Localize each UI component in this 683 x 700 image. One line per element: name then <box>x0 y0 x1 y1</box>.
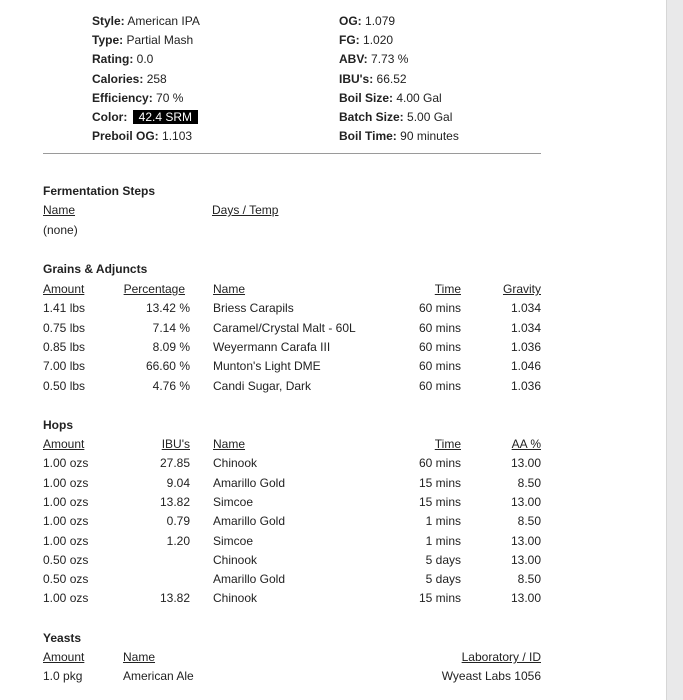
og-line: OG: 1.079 <box>339 14 396 28</box>
grains-cell: 0.50 lbs <box>43 378 86 393</box>
hops-header-3: Time <box>434 437 461 451</box>
grains-cell: 60 mins <box>418 320 461 335</box>
grains-cell: 8.09 % <box>152 339 190 354</box>
hops-cell: 15 mins <box>418 591 461 606</box>
hops-cell: 8.50 <box>517 514 541 529</box>
style-line: Style: American IPA <box>92 14 200 28</box>
hops-header-1: IBU's <box>161 437 190 451</box>
hops-cell: 1.00 ozs <box>43 514 89 529</box>
grains-title: Grains & Adjuncts <box>43 262 148 276</box>
grains-cell: 0.85 lbs <box>43 339 86 354</box>
grains-header-1: Percentage <box>123 282 185 296</box>
grains-header-3: Time <box>434 282 461 296</box>
yeasts-cell: Wyeast Labs 1056 <box>441 669 541 684</box>
hops-cell: 0.79 <box>166 514 190 529</box>
hops-cell: 5 days <box>425 552 461 567</box>
hops-cell: 1.20 <box>166 533 190 548</box>
hops-cell: 1.00 ozs <box>43 456 89 471</box>
grains-cell: Caramel/Crystal Malt - 60L <box>213 320 356 335</box>
ibu-line: IBU's: 66.52 <box>339 72 407 86</box>
hops-header-2: Name <box>213 437 246 451</box>
hops-cell: 13.00 <box>510 494 541 509</box>
hops-cell: 13.82 <box>159 591 190 606</box>
hops-cell: 1.00 ozs <box>43 494 89 509</box>
summary-divider <box>43 153 541 154</box>
color-swatch: 42.4 SRM <box>133 110 198 124</box>
fermentation-empty: (none) <box>43 223 78 237</box>
hops-cell: 1.00 ozs <box>43 591 89 606</box>
hops-title: Hops <box>43 418 73 432</box>
yeasts-header-2: Laboratory / ID <box>461 650 541 664</box>
hops-cell: Chinook <box>213 552 258 567</box>
grains-cell: Briess Carapils <box>213 301 294 316</box>
type-line: Type: Partial Mash <box>92 33 194 47</box>
grains-header-2: Name <box>213 282 246 296</box>
grains-cell: 1.034 <box>510 301 541 316</box>
grains-cell: 60 mins <box>418 359 461 374</box>
grains-cell: 7.14 % <box>152 320 190 335</box>
grains-cell: Munton's Light DME <box>213 359 321 374</box>
grains-cell: 1.41 lbs <box>43 301 86 316</box>
grains-cell: 60 mins <box>418 378 461 393</box>
grains-cell: Weyermann Carafa III <box>213 339 331 354</box>
yeasts-cell: American Ale <box>123 669 194 684</box>
hops-cell: 13.82 <box>159 494 190 509</box>
calories-line: Calories: 258 <box>92 72 167 86</box>
hops-cell: 5 days <box>425 572 461 587</box>
rating-line: Rating: 0.0 <box>92 52 154 66</box>
hops-cell: 8.50 <box>517 572 541 587</box>
grains-cell: 7.00 lbs <box>43 359 86 374</box>
grains-cell: 60 mins <box>418 339 461 354</box>
yeasts-header-0: Amount <box>43 650 85 664</box>
fg-line: FG: 1.020 <box>339 33 394 47</box>
hops-cell: 1.00 ozs <box>43 475 89 490</box>
grains-cell: 1.036 <box>510 339 541 354</box>
hops-cell: 15 mins <box>418 475 461 490</box>
grains-cell: 66.60 % <box>145 359 190 374</box>
hops-cell: 0.50 ozs <box>43 552 89 567</box>
grains-cell: Candi Sugar, Dark <box>213 378 312 393</box>
hops-cell: Amarillo Gold <box>213 475 286 490</box>
boil-time-line: Boil Time: 90 minutes <box>339 129 459 143</box>
grains-cell: 1.036 <box>510 378 541 393</box>
hops-cell: Chinook <box>213 456 258 471</box>
yeasts-header-1: Name <box>123 650 156 664</box>
hops-cell: Chinook <box>213 591 258 606</box>
fermentation-title: Fermentation Steps <box>43 184 156 198</box>
hops-cell: Amarillo Gold <box>213 514 286 529</box>
grains-cell: 60 mins <box>418 301 461 316</box>
color-line: Color: 42.4 SRM <box>92 110 198 125</box>
hops-cell: 13.00 <box>510 552 541 567</box>
hops-cell: 15 mins <box>418 494 461 509</box>
hops-cell: 13.00 <box>510 591 541 606</box>
boil-size-line: Boil Size: 4.00 Gal <box>339 91 442 105</box>
yeasts-title: Yeasts <box>43 631 82 645</box>
grains-header-0: Amount <box>43 282 85 296</box>
efficiency-line: Efficiency: 70 % <box>92 91 184 105</box>
hops-cell: 1 mins <box>425 533 461 548</box>
hops-cell: 13.00 <box>510 456 541 471</box>
hops-cell: 60 mins <box>418 456 461 471</box>
hops-cell: Simcoe <box>213 494 254 509</box>
grains-cell: 13.42 % <box>145 301 190 316</box>
hops-header-0: Amount <box>43 437 85 451</box>
grains-cell: 1.034 <box>510 320 541 335</box>
hops-cell: 8.50 <box>517 475 541 490</box>
fermentation-col-days: Days / Temp <box>212 203 279 217</box>
grains-cell: 1.046 <box>510 359 541 374</box>
hops-cell: Simcoe <box>213 533 254 548</box>
hops-cell: 13.00 <box>510 533 541 548</box>
grains-header-4: Gravity <box>502 282 541 296</box>
preboil-og-line: Preboil OG: 1.103 <box>92 129 193 143</box>
hops-cell: Amarillo Gold <box>213 572 286 587</box>
hops-cell: 9.04 <box>166 475 190 490</box>
grains-cell: 4.76 % <box>152 378 190 393</box>
hops-cell: 0.50 ozs <box>43 572 89 587</box>
grains-cell: 0.75 lbs <box>43 320 86 335</box>
fermentation-col-name: Name <box>43 203 76 217</box>
batch-size-line: Batch Size: 5.00 Gal <box>339 110 453 124</box>
hops-cell: 1 mins <box>425 514 461 529</box>
hops-cell: 1.00 ozs <box>43 533 89 548</box>
hops-cell: 27.85 <box>159 456 190 471</box>
abv-line: ABV: 7.73 % <box>339 52 409 66</box>
hops-header-4: AA % <box>511 437 541 451</box>
yeasts-cell: 1.0 pkg <box>43 669 83 684</box>
